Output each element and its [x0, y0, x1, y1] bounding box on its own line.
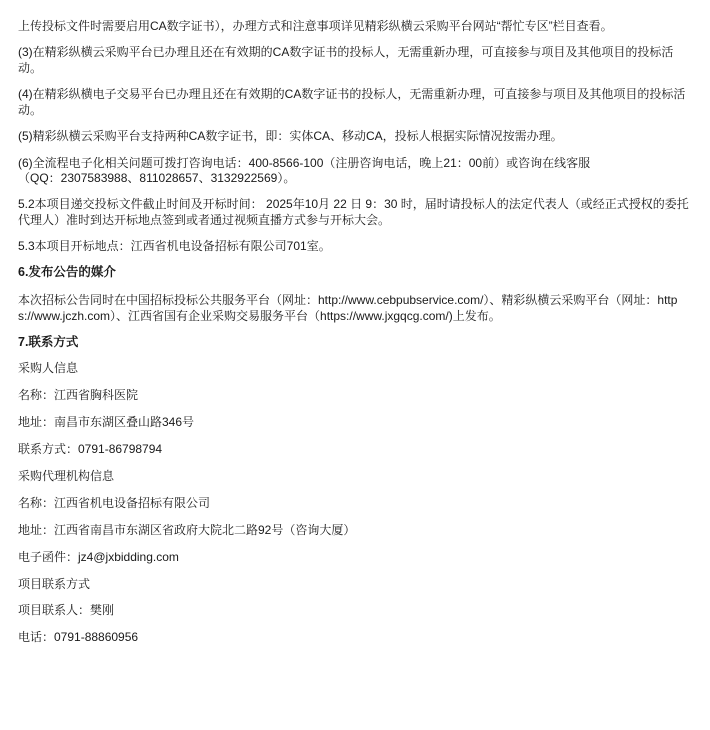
project-contact-phone: 电话：0791-88860956: [18, 630, 139, 644]
buyer-name: 名称：江西省胸科医院: [18, 388, 139, 402]
paragraph-5-2-deadline: 5.2本项目递交投标文件截止时间及开标时间： 2025年10月 22 日 9：30 时，届时请投标人的法定代表人（或经正式授权的委托代理人）准时到达开标地点签到或者通过视频直播方式参与开标大会。: [18, 197, 689, 227]
paragraph-item-6-line1: (6)全流程电子化相关问题可拨打咨询电话：400-8566-100（注册咨询电话，晚上21：00前）或咨询在线客服: [18, 156, 591, 170]
paragraph-item-3: (3)在精彩纵横云采购平台已办理且还在有效期的CA数字证书的投标人，无需重新办理，可直接参与项目及其他项目的投标活动。: [18, 45, 674, 75]
agent-email: 电子函件：jz4@jxbidding.com: [18, 550, 179, 564]
buyer-phone: 联系方式：0791-86798794: [18, 442, 163, 456]
agent-info-title: 采购代理机构信息: [18, 469, 115, 483]
paragraph-item-4: (4)在精彩纵横电子交易平台已办理且还在有效期的CA数字证书的投标人，无需重新办理，可直接参与项目及其他项目的投标活动。: [18, 87, 686, 117]
buyer-address: 地址：南昌市东湖区叠山路346号: [18, 415, 195, 429]
paragraph-5-3-location: 5.3本项目开标地点：江西省机电设备招标有限公司701室。: [18, 239, 331, 253]
project-contact-title: 项目联系方式: [18, 577, 91, 591]
project-contact-person: 项目联系人：樊刚: [18, 603, 115, 617]
agent-address: 地址：江西省南昌市东湖区省政府大院北二路92号（咨询大厦）: [18, 523, 356, 537]
paragraph-item-6-line2: （QQ：2307583988、811028657、3132922569）。: [18, 171, 296, 185]
paragraph-media-platforms: 本次招标公告同时在中国招标投标公共服务平台（网址：http://www.cebpubservice.com/）、精彩纵横云采购平台（网址：https://www.jczh.com）、江西省国有企业采购交易服务平台（https://www.jxgqcg.com/)上发布。: [18, 293, 678, 323]
paragraph-item-5: (5)精彩纵横云采购平台支持两种CA数字证书，即：实体CA、移动CA，投标人根据实际情况按需办理。: [18, 129, 563, 143]
section-heading-media: 6.发布公告的媒介: [18, 265, 116, 279]
paragraph-ca-certificate-note: 上传投标文件时需要启用CA数字证书），办理方式和注意事项详见精彩纵横云采购平台网站“帮忙专区”栏目查看。: [18, 19, 613, 33]
agent-name: 名称：江西省机电设备招标有限公司: [18, 496, 211, 510]
buyer-info-title: 采购人信息: [18, 361, 79, 375]
section-heading-contact: 7.联系方式: [18, 335, 79, 349]
